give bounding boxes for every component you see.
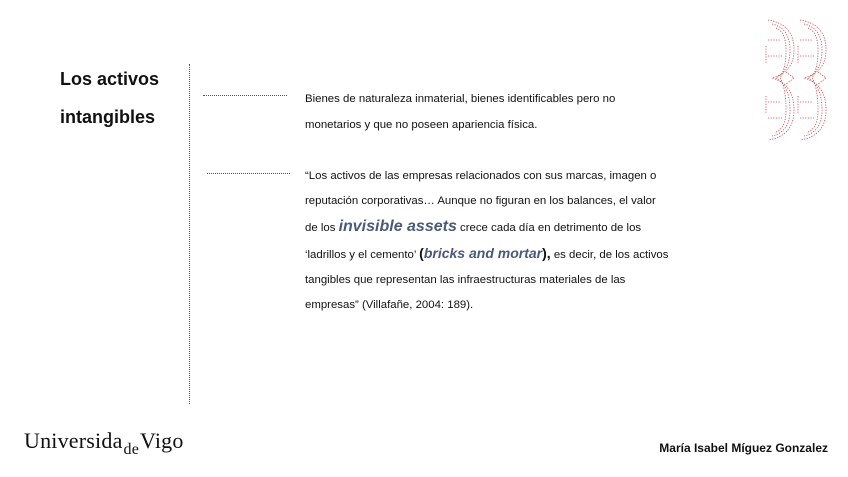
vertical-divider	[189, 64, 190, 404]
emphasis-bricks-and-mortar: bricks and mortar	[423, 245, 543, 261]
quote-paragraph	[305, 164, 725, 318]
quote-line-1: “Los activos de las empresas relacionados con sus marcas, imagen o	[305, 170, 657, 182]
title-line-1: Los activos	[60, 69, 160, 89]
connector-line-quote	[207, 173, 290, 174]
definition-line-1: Bienes de naturaleza inmaterial, bienes identificables pero no	[305, 93, 616, 105]
decorative-ornament-icon	[764, 16, 834, 144]
slide-title	[60, 60, 180, 136]
quote-line-3	[305, 214, 725, 241]
title-line-2: intangibles	[60, 107, 156, 127]
logo-part-2: de	[123, 441, 140, 458]
quote-line-3-pre: de los	[305, 222, 339, 234]
quote-line-2: reputación corporativas… Aunque no figuran en los balances, el valor	[305, 195, 656, 207]
quote-line-5: tangibles que representan las infraestructuras materiales de las	[305, 274, 626, 286]
author-name: María Isabel Míguez Gonzalez	[659, 441, 828, 455]
logo-part-3: Vigo	[140, 428, 184, 453]
quote-line-4-pre: ‘ladrillos y el cemento’	[305, 249, 420, 261]
paren-open: (	[419, 245, 424, 261]
quote-line-3-post: crece cada día en detrimento de los	[456, 222, 642, 234]
definition-line-2: monetarios y que no poseen apariencia física.	[305, 119, 538, 131]
definition-paragraph	[305, 86, 725, 138]
emphasis-invisible-assets: invisible assets	[338, 218, 457, 235]
quote-line-4-post: es decir, de los activos	[550, 249, 669, 261]
quote-line-4	[305, 241, 725, 268]
paren-close: ),	[542, 245, 551, 261]
universidade-de-vigo-logo	[24, 428, 184, 458]
connector-line-definition	[203, 95, 287, 96]
logo-part-1: Universida	[24, 428, 123, 453]
quote-line-6: empresas” (Villafañe, 2004: 189).	[305, 299, 474, 311]
